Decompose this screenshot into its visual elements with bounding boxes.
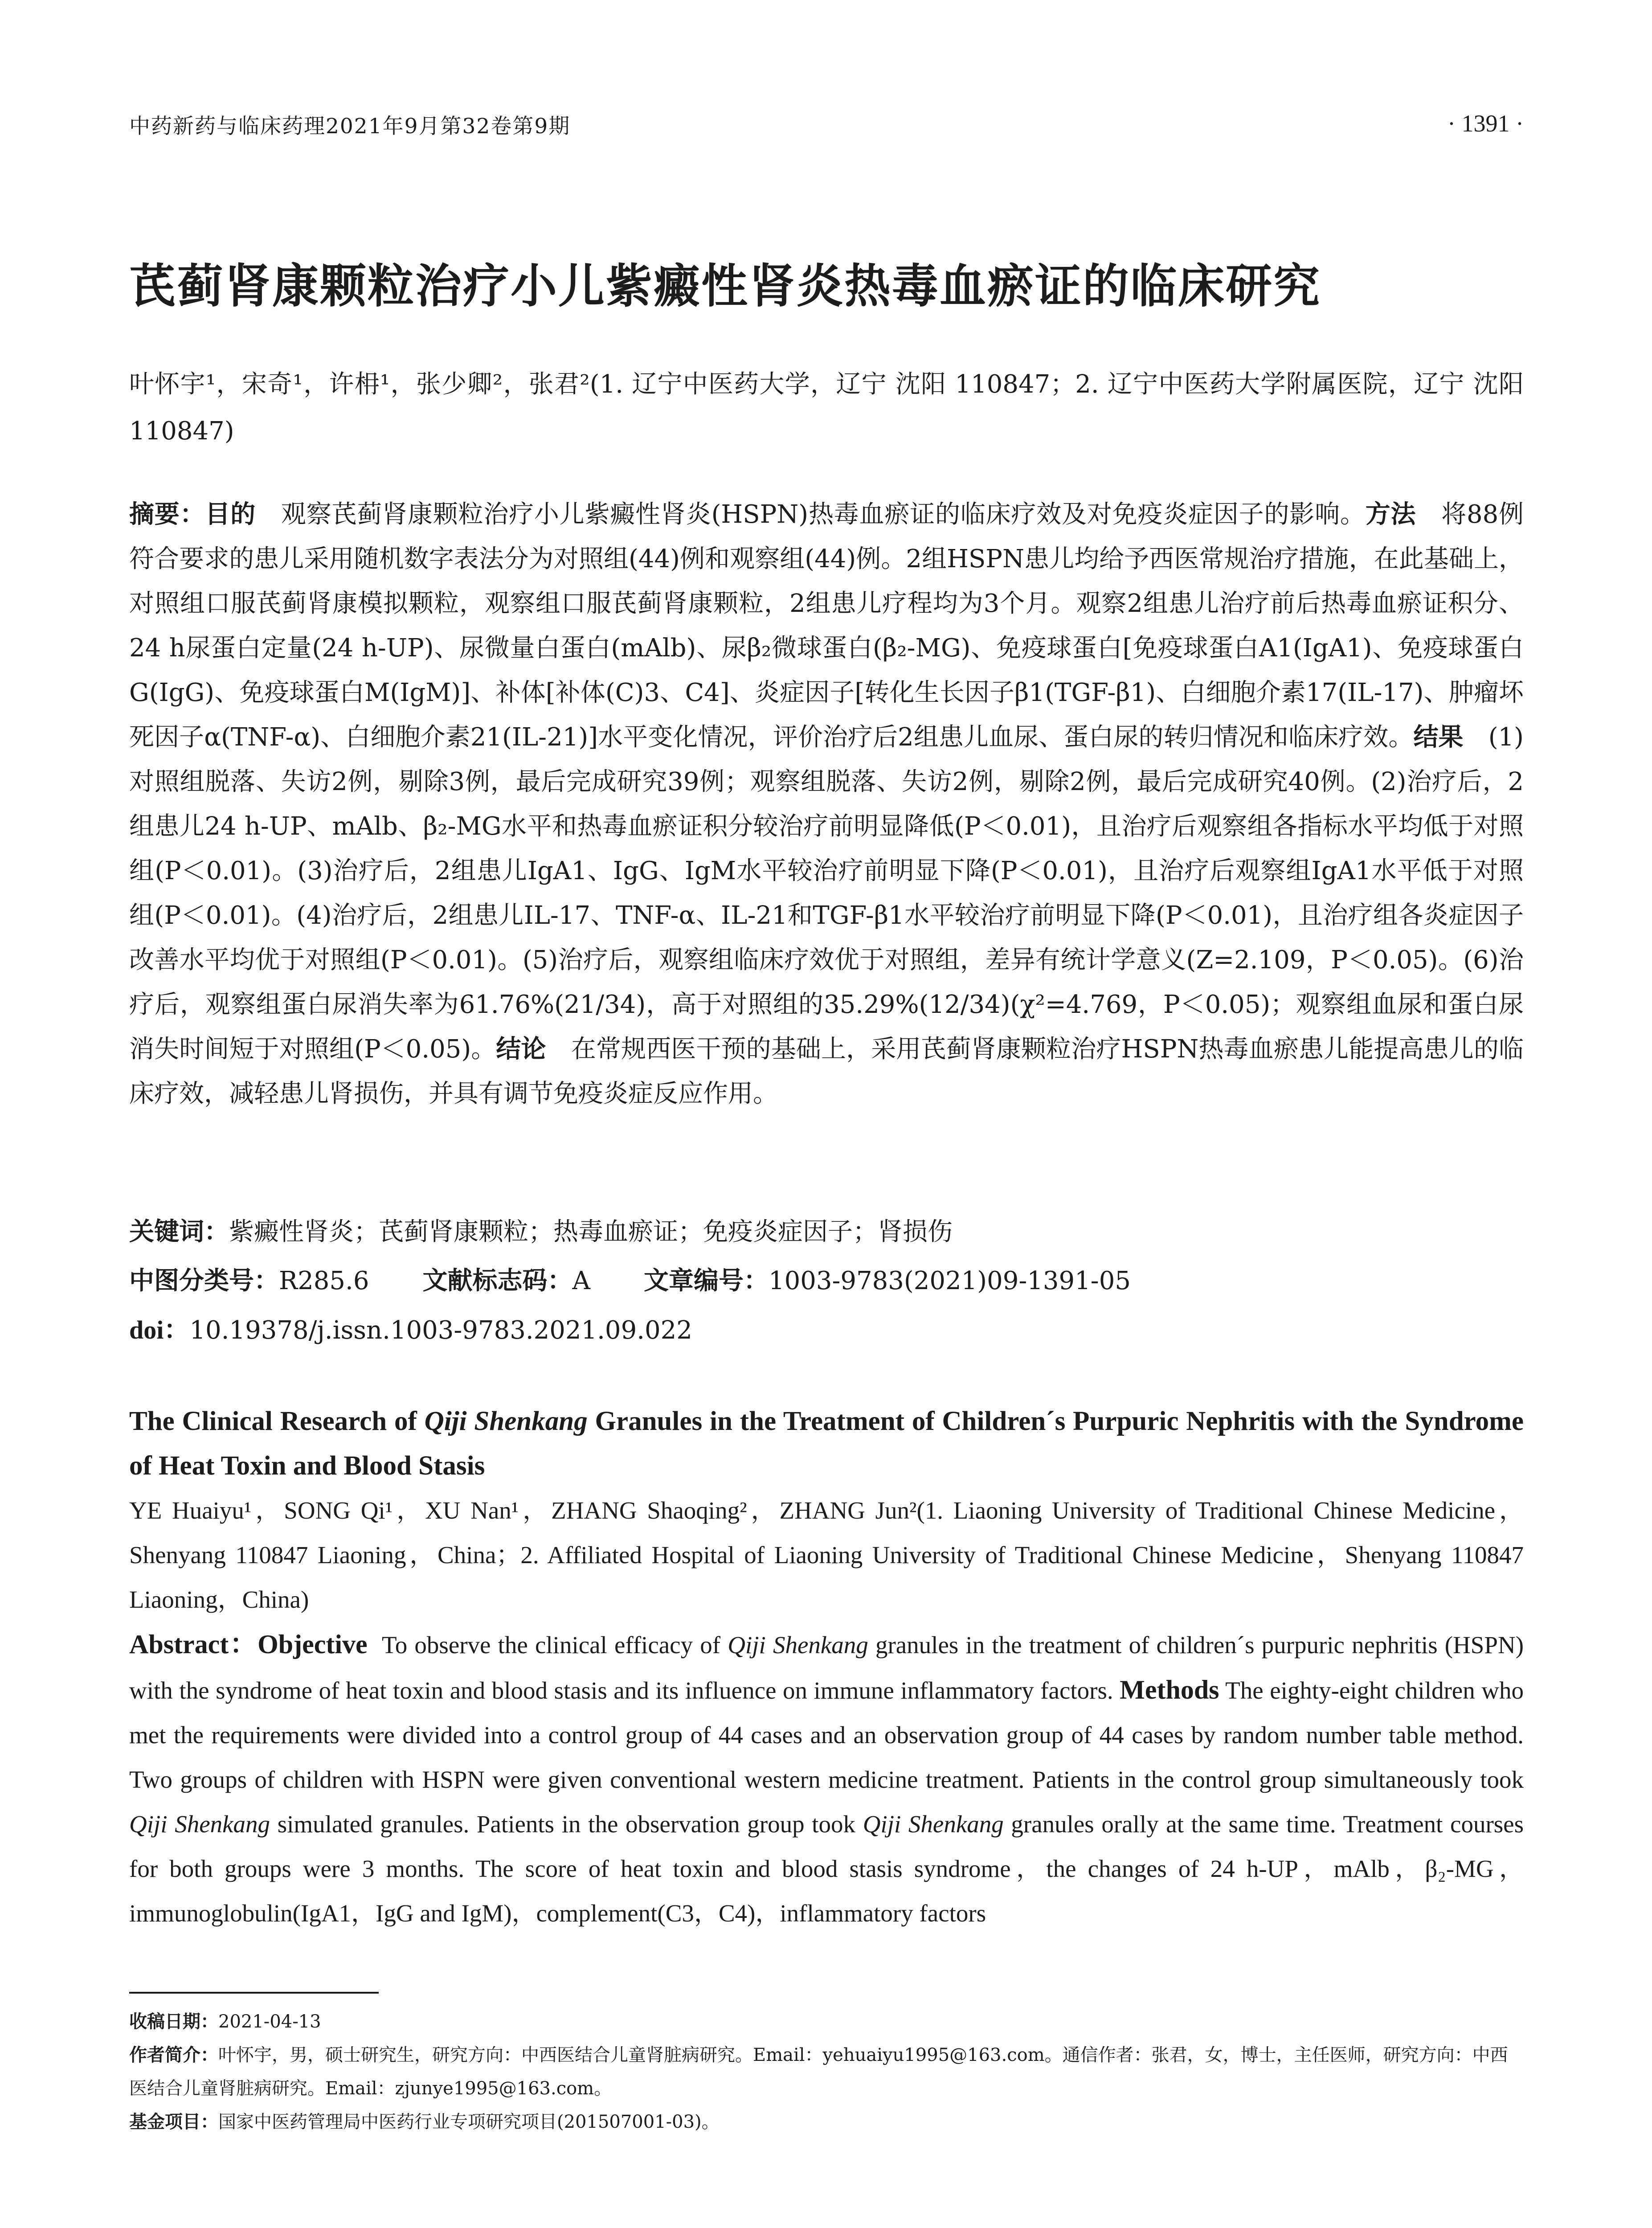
abstract-english (129, 1622, 1524, 1936)
authors-chinese: 叶怀宇¹，宋奇¹，许枏¹，张少卿²，张君²(1. 辽宁中医药大学，辽宁 沈阳 110847；2. 辽宁中医药大学附属医院，辽宁 沈阳 110847) (129, 370, 1524, 446)
keywords-label: 关键词： (129, 1217, 229, 1246)
title-en-part2: Granules in the Treatment of Children´s Purpuric Nephritis with the Syndrome of Heat Toxin and Blood Stasis (129, 1406, 1524, 1481)
objective-text: 观察芪蓟肾康颗粒治疗小儿紫癜性肾炎(HSPN)热毒血瘀证的临床疗效及对免疫炎症因子的影响。 (281, 500, 1366, 529)
doc-code-label: 文献标志码： (422, 1266, 572, 1295)
classification-line (129, 1259, 1524, 1303)
methods-label: 方法 (1365, 500, 1416, 529)
article-page (129, 0, 1524, 2228)
methods-en-text2: simulated granules. Patients in the observation group took (270, 1810, 863, 1838)
doi-label: doi： (129, 1315, 190, 1344)
article-no-value: 1003-9783(2021)09-1391-05 (768, 1266, 1131, 1295)
methods-text: 将88例符合要求的患儿采用随机数字表法分为对照组(44)例和观察组(44)例。2组HSPN患儿均给予西医常规治疗措施，在此基础上，对照组口服芪蓟肾康模拟颗粒，观察组口服芪蓟肾康颗粒，2组患儿疗程均为3个月。观察2组患儿治疗前后热毒血瘀证积分、24 h尿蛋白定量(24 h-UP)、尿微量白蛋白(mAlb)、尿β₂微球蛋白(β₂-MG)、免疫球蛋白[免疫球蛋白A1(IgA1)、免疫球蛋白G(IgG)、免疫球蛋白M(IgM)]、补体[补体(C)3、C4]、炎症因子[转化生长因子β1(TGF-β1)、白细胞介素17(IL-17)、肿瘤坏死因子α(TNF-α)、白细胞介素21(IL-21)]水平变化情况，评价治疗后2组患儿血尿、蛋白尿的转归情况和临床疗效。 (129, 500, 1524, 752)
keywords-text: 紫癜性肾炎；芪蓟肾康颗粒；热毒血瘀证；免疫炎症因子；肾损伤 (229, 1217, 953, 1246)
clc-label: 中图分类号： (129, 1266, 279, 1295)
abstract-label: 摘要： (129, 500, 205, 529)
clc-value: R285.6 (279, 1266, 369, 1295)
abstract-chinese (129, 492, 1524, 1116)
doi-value: 10.19378/j.issn.1003-9783.2021.09.022 (189, 1316, 692, 1345)
footnotes (129, 2005, 1524, 2139)
fund-text: 国家中医药管理局中医药行业专项研究项目(201507001-03)。 (218, 2112, 720, 2132)
footnote-fund (129, 2105, 1524, 2139)
results-text: (1)对照组脱落、失访2例，剔除3例，最后完成研究39例；观察组脱落、失访2例，剔除2例，最后完成研究40例。(2)治疗后，2组患儿24 h-UP、mAlb、β₂-MG水平和热毒血瘀证积分较治疗前明显降低(P＜0.01)，且治疗后观察组各指标水平均低于对照组(P＜0.01)。(3)治疗后，2组患儿IgA1、IgG、IgM水平较治疗前明显下降(P＜0.01)，且治疗后观察组IgA1水平低于对照组(P＜0.01)。(4)治疗后，2组患儿IL-17、TNF-α、IL-21和TGF-β1水平较治疗前明显下降(P＜0.01)，且治疗组各炎症因子改善水平均优于对照组(P＜0.01)。(5)治疗后，观察组临床疗效优于对照组，差异有统计学意义(Z=2.109，P＜0.05)。(6)治疗后，观察组蛋白尿消失率为61.76%(21/34)，高于对照组的35.29%(12/34)(χ²=4.769，P＜0.05)；观察组血尿和蛋白尿消失时间短于对照组(P＜0.05)。 (129, 723, 1524, 1064)
received-date: 2021-04-13 (218, 2011, 321, 2032)
title-en-italic: Qiji Shenkang (424, 1406, 588, 1436)
article-no-label: 文章编号： (643, 1266, 769, 1295)
keywords-chinese (129, 1210, 1524, 1254)
title-chinese: 芪蓟肾康颗粒治疗小儿紫癜性肾炎热毒血瘀证的临床研究 (129, 259, 1321, 313)
objective-en-text1: To observe the clinical efficacy of (382, 1631, 728, 1659)
title-en-part1: The Clinical Research of (129, 1406, 425, 1436)
title-english (129, 1399, 1524, 1488)
methods-en-italic1: Qiji Shenkang (129, 1810, 270, 1838)
author-bio-label: 作者简介： (129, 2045, 218, 2065)
fund-label: 基金项目： (129, 2112, 218, 2132)
footnote-divider (129, 1992, 379, 1994)
methods-en-text3: granules orally at the same time. Treatment courses for both groups were 3 months. The score of heat toxin and blood stasis syndrome，the changes of 24 h-UP，mAlb，β₂-MG，immunoglobulin(IgA1，IgG and IgM)，complement(C3，C4)，inflammatory factors (129, 1810, 1524, 1927)
conclusion-text: 在常规西医干预的基础上，采用芪蓟肾康颗粒治疗HSPN热毒血瘀患儿能提高患儿的临床疗效，减轻患儿肾损伤，并具有调节免疫炎症反应作用。 (129, 1035, 1524, 1108)
objective-en-label: Objective (258, 1630, 368, 1659)
methods-en-text1: The eighty-eight children who met the requirements were divided into a control group of 44 cases and an observation group of 44 cases by random number table method. Two groups of children with HSPN were given conventional western medicine treatment. Patients in the control group simultaneously took (129, 1677, 1524, 1793)
doc-code-value: A (572, 1266, 590, 1295)
objective-en-italic: Qiji Shenkang (728, 1631, 868, 1659)
doi-line (129, 1308, 1524, 1353)
page-number: · 1391 · (1448, 110, 1524, 137)
footnote-author (129, 2039, 1524, 2105)
results-label: 结果 (1413, 723, 1464, 752)
authors-english: YE Huaiyu¹，SONG Qi¹，XU Nan¹，ZHANG Shaoqing²，ZHANG Jun²(1. Liaoning University of Traditional Chinese Medicine，Shenyang 110847 Liaoning，China；2. Affiliated Hospital of Liaoning University of Traditional Chinese Medicine，Shenyang 110847 Liaoning，China) (129, 1497, 1524, 1613)
running-header (129, 110, 1524, 150)
conclusion-label: 结论 (496, 1035, 546, 1064)
journal-issue: 中药新药与临床药理2021年9月第32卷第9期 (129, 114, 571, 139)
objective-en-text2: granules in the treatment of children´s purpuric nephritis (HSPN) with the syndrome of heat toxin and blood stasis and its influence on immune inflammatory factors. (129, 1631, 1524, 1704)
abstract-en-label: Abstract： (129, 1630, 258, 1659)
received-label: 收稿日期： (129, 2011, 218, 2032)
footnote-received (129, 2005, 1524, 2039)
methods-en-italic2: Qiji Shenkang (863, 1810, 1004, 1838)
objective-label: 目的 (205, 500, 256, 529)
methods-en-label: Methods (1120, 1675, 1219, 1704)
author-bio-text: 叶怀宇，男，硕士研究生，研究方向：中西医结合儿童肾脏病研究。Email：yehuaiyu1995@163.com。通信作者：张君，女，博士，主任医师，研究方向：中西医结合儿童肾脏病研究。Email：zjunye1995@163.com。 (129, 2045, 1508, 2099)
